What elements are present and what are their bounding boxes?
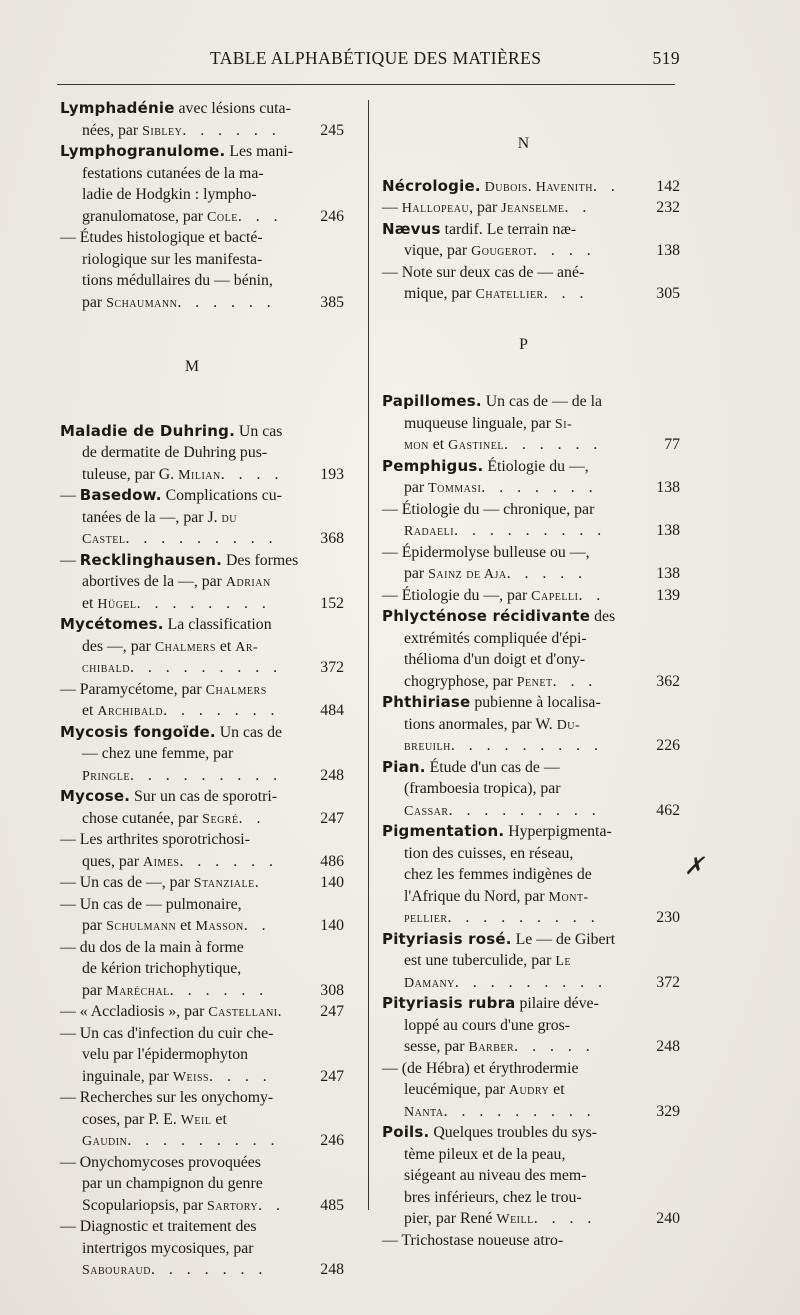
leader-dots: . . . . . . . . . bbox=[447, 909, 600, 926]
entry-text: — bbox=[382, 199, 402, 216]
entry-headword: Mycétomes. bbox=[60, 615, 164, 633]
entry-headword: Nævus bbox=[382, 219, 441, 238]
index-entry-mycose bbox=[60, 786, 344, 1281]
author-name: Si- bbox=[554, 416, 573, 432]
author-name: Capelli bbox=[531, 588, 579, 604]
entry-text: Des formes bbox=[222, 551, 299, 569]
entry-text: — « Accladiosis », par bbox=[60, 1003, 209, 1020]
page-ref: 484 bbox=[320, 702, 344, 719]
entry-text: loppé au cours d'une gros- bbox=[404, 1016, 571, 1034]
leader-dots: . . bbox=[238, 809, 266, 827]
leader-dots: . . . . . . . bbox=[150, 1261, 268, 1278]
entry-text: abortives de la —, par bbox=[82, 573, 226, 590]
entry-text: — bbox=[60, 487, 80, 504]
page-ref: 362 bbox=[656, 672, 680, 690]
index-entry-papillomes bbox=[382, 391, 680, 456]
entry-text: muqueuse linguale, par bbox=[404, 414, 555, 432]
author-name: Milian bbox=[178, 467, 221, 483]
entry-text: — Étiologie du —, par bbox=[382, 586, 532, 604]
entry-text: chose cutanée, par bbox=[82, 809, 203, 827]
entry-text: Scopulariopsis, par bbox=[82, 1196, 208, 1214]
author-name: Gaudin bbox=[82, 1134, 128, 1149]
entry-text: tanées de la —, par J. bbox=[82, 508, 222, 526]
page-ref: 240 bbox=[656, 1210, 680, 1227]
author-name: Weill bbox=[496, 1212, 534, 1227]
author-name: Nanta bbox=[404, 1104, 444, 1120]
author-name: Archibald bbox=[97, 704, 164, 719]
entry-text: — Un cas de —, par bbox=[60, 874, 194, 891]
leader-dots: . . . bbox=[543, 285, 589, 302]
leader-dots: . . . . . . bbox=[169, 981, 269, 999]
index-entry-pigmentation bbox=[382, 821, 680, 929]
entry-text: tion des cuisses, en réseau, bbox=[404, 844, 574, 862]
author-name: mon bbox=[404, 438, 429, 453]
author-name: Radaeli bbox=[404, 524, 455, 539]
author-name: Havenith bbox=[535, 179, 593, 195]
index-entry-maladie-de-duhring bbox=[60, 421, 344, 615]
index-entry-necrologie bbox=[382, 176, 680, 219]
entry-text: Sur un cas de sporotri- bbox=[130, 788, 278, 805]
leader-dots: . . . . . . . . . bbox=[129, 659, 283, 676]
author-name: Cassar bbox=[404, 803, 449, 819]
author-name: Mont- bbox=[548, 889, 589, 905]
entry-text: Un cas de bbox=[215, 723, 283, 741]
page-ref: 305 bbox=[656, 285, 680, 302]
author-name: Hügel bbox=[97, 596, 137, 612]
entry-text: Étude d'un cas de — bbox=[425, 758, 560, 776]
entry-text: — Un cas d'infection du cuir che- bbox=[60, 1024, 274, 1042]
page-ref: 245 bbox=[320, 121, 344, 139]
page-ref: 140 bbox=[320, 874, 344, 891]
entry-text: extrémités compliquée d'épi- bbox=[404, 629, 587, 647]
page-ref: 329 bbox=[656, 1102, 680, 1120]
entry-subheadword: Recklinghausen. bbox=[79, 550, 222, 569]
page-ref: 247 bbox=[320, 1003, 344, 1020]
entry-text: Complications cu- bbox=[161, 487, 282, 504]
author-name: Sabouraud bbox=[82, 1263, 151, 1278]
leader-dots: . . . . . . . . . bbox=[454, 973, 608, 991]
leader-dots: . . . . . . bbox=[182, 121, 281, 139]
entry-text: ladie de Hodgkin : lympho- bbox=[82, 186, 257, 203]
author-name: Weiss bbox=[172, 1069, 210, 1085]
entry-text: et bbox=[82, 702, 98, 719]
leader-dots: . . . . . . . . . bbox=[125, 530, 278, 547]
leader-dots: . . . . . . . . . bbox=[127, 1132, 280, 1149]
entry-text: Les mani- bbox=[225, 143, 293, 160]
leader-dots: . . . . bbox=[533, 1210, 597, 1227]
entry-headword: Pityriasis rosé. bbox=[382, 929, 512, 948]
section-letter-p: P bbox=[519, 335, 528, 353]
author-name: Damany bbox=[404, 975, 455, 991]
leader-dots: . . . bbox=[237, 207, 283, 225]
page-ref: 385 bbox=[320, 293, 344, 311]
entry-text: de kérion trichophytique, bbox=[82, 960, 242, 977]
page-ref: 140 bbox=[320, 917, 344, 934]
entry-text: Hyperpigmenta- bbox=[504, 823, 612, 840]
right-column bbox=[382, 98, 680, 1251]
page-ref: 226 bbox=[656, 737, 680, 754]
entry-text: (framboesia tropica), par bbox=[404, 780, 561, 797]
leader-dots: . . . . . . bbox=[503, 436, 603, 453]
entry-text: granulomatose, par bbox=[82, 207, 208, 225]
author-name: pellier bbox=[404, 911, 448, 926]
author-name: Jeanselme bbox=[501, 201, 565, 216]
entry-text: de dermatite de Duhring pus- bbox=[82, 444, 268, 461]
leader-dots: . . bbox=[578, 586, 606, 604]
entry-text: , par bbox=[469, 199, 502, 216]
entry-text: Quelques troubles du sys- bbox=[429, 1124, 598, 1141]
author-name: Chalmers bbox=[154, 639, 216, 655]
index-entry-pian bbox=[382, 757, 680, 822]
entry-text: des bbox=[590, 608, 616, 625]
index-entry-phlyctenose bbox=[382, 606, 680, 692]
entry-text: pier, par René bbox=[404, 1210, 497, 1227]
entry-text: et bbox=[176, 917, 196, 934]
entry-text: est une tuberculide, par bbox=[404, 952, 556, 969]
page-ref: 248 bbox=[320, 766, 344, 784]
page-ref: 486 bbox=[320, 852, 344, 870]
author-name: Aimes bbox=[142, 854, 180, 870]
entry-text: chez les femmes indigènes de bbox=[404, 866, 592, 883]
leader-dots: . . . . . . . bbox=[163, 702, 280, 719]
author-name: Dubois bbox=[484, 179, 528, 195]
entry-text: — bbox=[60, 551, 80, 569]
entry-headword: Lymphogranulome. bbox=[60, 142, 226, 160]
leader-dots: . . . . . . . bbox=[481, 479, 598, 496]
author-name: breuilh bbox=[404, 739, 451, 754]
entry-headword: Phthiriase bbox=[382, 693, 471, 711]
entry-text: Un cas de — de la bbox=[481, 393, 603, 410]
author-name: Weil bbox=[180, 1112, 212, 1128]
index-entry-pemphigus bbox=[382, 456, 680, 607]
entry-headword: Pemphigus. bbox=[382, 456, 484, 475]
entry-text: Le — de Gibert bbox=[511, 930, 616, 948]
leader-dots: . . . . . . . . . bbox=[454, 522, 607, 539]
author-name: Sainz de Aja bbox=[428, 567, 507, 582]
entry-text: par bbox=[404, 565, 429, 582]
entry-text: mique, par bbox=[404, 285, 476, 302]
page-ref: 246 bbox=[320, 1132, 344, 1149]
entry-text: vique, par bbox=[404, 242, 472, 259]
author-name: Chalmers bbox=[205, 682, 267, 698]
entry-text: — chez une femme, par bbox=[82, 745, 234, 762]
author-name: Le bbox=[555, 954, 571, 969]
entry-headword: Pigmentation. bbox=[382, 822, 505, 840]
author-name: Masson bbox=[195, 919, 244, 934]
entry-text: — Diagnostic et traitement des bbox=[60, 1218, 257, 1235]
entry-text: intertrigos mycosiques, par bbox=[82, 1239, 254, 1257]
entry-text: — Étiologie du — chronique, par bbox=[382, 500, 595, 518]
entry-text: — Onychomycoses provoquées bbox=[60, 1153, 261, 1171]
leader-dots: . . . . . . . . bbox=[136, 594, 271, 612]
index-entry-phthiriase bbox=[382, 692, 680, 757]
entry-headword: Phlycténose récidivante bbox=[382, 607, 591, 625]
left-column bbox=[60, 98, 344, 1281]
page-ref: 232 bbox=[656, 199, 680, 216]
index-entry-mycetomes bbox=[60, 614, 344, 722]
entry-headword: Papillomes. bbox=[382, 392, 482, 410]
entry-text: — du dos de la main à forme bbox=[60, 938, 244, 956]
page-ref: 248 bbox=[656, 1038, 680, 1055]
page-ref: 462 bbox=[656, 801, 680, 819]
entry-text: pubienne à localisa- bbox=[470, 694, 601, 711]
page-ref: 485 bbox=[320, 1196, 344, 1214]
leader-dots: . . . . . . bbox=[177, 293, 276, 311]
entry-text: par bbox=[82, 981, 107, 999]
entry-text: siégeant au niveau des mem- bbox=[404, 1167, 587, 1184]
page-ref: 138 bbox=[656, 242, 680, 259]
page-ref: 372 bbox=[656, 973, 680, 991]
author-name: Barber bbox=[468, 1040, 515, 1055]
leader-dots: . . bbox=[258, 1196, 285, 1214]
author-name: Stanziale bbox=[193, 876, 255, 891]
page-ref: 193 bbox=[320, 465, 344, 483]
author-name: Pringle bbox=[82, 768, 130, 784]
page-ref: 138 bbox=[656, 479, 680, 496]
entry-headword: Maladie de Duhring. bbox=[60, 421, 235, 440]
index-entry-lymphogranulome bbox=[60, 141, 344, 313]
page-ref: 139 bbox=[656, 586, 680, 604]
entry-headword: Poils. bbox=[382, 1123, 430, 1141]
entry-text: par bbox=[82, 917, 107, 934]
entry-text: — Épidermolyse bulleuse ou —, bbox=[382, 543, 590, 561]
leader-dots: . . . bbox=[552, 672, 598, 690]
running-head bbox=[60, 48, 680, 72]
page-ref: 372 bbox=[320, 659, 344, 676]
entry-text: sesse, par bbox=[404, 1038, 469, 1055]
author-name: du bbox=[221, 510, 237, 526]
author-name: Gougerot bbox=[471, 244, 534, 259]
entry-text: tions médullaires du — bénin, bbox=[82, 272, 273, 289]
entry-text: et bbox=[549, 1081, 565, 1098]
author-name: chibald bbox=[82, 661, 130, 676]
entry-headword: Mycosis fongoïde. bbox=[60, 722, 216, 741]
entry-text: par un champignon du genre bbox=[82, 1175, 263, 1192]
entry-headword: Pityriasis rubra bbox=[382, 994, 516, 1012]
author-name: Ar- bbox=[235, 639, 259, 655]
index-entry-pityriasis-rubra bbox=[382, 993, 680, 1122]
page-ref: 247 bbox=[320, 1067, 344, 1085]
author-name: Sartory bbox=[207, 1198, 259, 1214]
page-ref: 308 bbox=[320, 981, 344, 999]
entry-text: tème pileux et de la peau, bbox=[404, 1145, 566, 1163]
page-ref: 138 bbox=[656, 522, 680, 539]
entry-text: thélioma d'un doigt et d'ony- bbox=[404, 651, 586, 668]
entry-text: avec lésions cuta- bbox=[174, 100, 291, 117]
entry-text: par bbox=[82, 293, 107, 311]
page-ref: 247 bbox=[320, 809, 344, 827]
entry-text: . bbox=[527, 177, 536, 195]
header-rule bbox=[57, 84, 675, 85]
author-name: Sibley bbox=[142, 123, 183, 139]
page-number: 519 bbox=[652, 48, 680, 68]
leader-dots: . . bbox=[243, 917, 271, 934]
entry-text: velu par l'épidermophyton bbox=[82, 1046, 249, 1063]
leader-dots: . . . . . . . . . bbox=[129, 766, 283, 784]
entry-text: par bbox=[404, 479, 429, 496]
leader-dots: . . bbox=[592, 177, 620, 195]
entry-text: inguinale, par bbox=[82, 1067, 173, 1085]
entry-text: tardif. Le terrain næ- bbox=[440, 220, 577, 238]
author-name: Du- bbox=[556, 717, 581, 733]
author-name: Schaumann bbox=[106, 295, 178, 311]
entry-subheadword: Basedow. bbox=[79, 486, 162, 504]
page-ref: 77 bbox=[664, 436, 680, 453]
entry-text: des —, par bbox=[82, 637, 155, 655]
author-name: Cole bbox=[207, 209, 238, 225]
entry-text: tions anormales, par W. bbox=[404, 715, 557, 733]
entry-text: — Les arthrites sporotrichosi- bbox=[60, 831, 250, 848]
entry-text: chogryphose, par bbox=[404, 672, 517, 690]
author-name: Segré bbox=[202, 811, 239, 827]
section-letter-m: M bbox=[184, 358, 200, 375]
entry-text: pilaire déve- bbox=[515, 995, 599, 1012]
section-letter-n: N bbox=[517, 135, 530, 152]
entry-text: et bbox=[211, 1110, 227, 1128]
column-divider bbox=[368, 100, 369, 1210]
index-entry-mycosis-fongoide bbox=[60, 722, 344, 787]
entry-text: La classification bbox=[163, 616, 272, 633]
entry-text: — Recherches sur les onychomy- bbox=[60, 1089, 274, 1106]
entry-text: et bbox=[82, 594, 98, 612]
author-name: Penet bbox=[516, 674, 553, 690]
author-name: Castel bbox=[82, 532, 126, 547]
page-ref: 152 bbox=[320, 594, 344, 612]
leader-dots: . . . . . bbox=[506, 565, 588, 582]
leader-dots: . . . . . . bbox=[179, 852, 278, 870]
entry-text: Un cas bbox=[234, 422, 283, 440]
author-name: Tommasi bbox=[428, 481, 482, 496]
entry-text: — Études histologique et bacté- bbox=[60, 229, 263, 246]
entry-text: Étiologie du —, bbox=[483, 457, 589, 475]
entry-text: — (de Hébra) et érythrodermie bbox=[382, 1059, 579, 1077]
margin-cross-mark: ✗ bbox=[684, 854, 705, 880]
page-ref: 230 bbox=[656, 909, 680, 926]
leader-dots: . . . . . . . . . bbox=[448, 801, 601, 819]
entry-headword: Lymphadénie bbox=[60, 99, 175, 117]
leader-dots: . bbox=[254, 874, 264, 891]
page-ref: 138 bbox=[656, 565, 680, 582]
leader-dots: . . . . bbox=[533, 242, 596, 259]
author-name: Schulmann bbox=[106, 919, 177, 934]
author-name: Castellani bbox=[208, 1005, 278, 1020]
leader-dots: . . . . . bbox=[514, 1038, 595, 1055]
page-ref: 246 bbox=[320, 207, 344, 225]
entry-text: coses, par P. E. bbox=[82, 1110, 181, 1128]
index-entry-naevus bbox=[382, 219, 680, 305]
author-name: Gastinel bbox=[448, 438, 504, 453]
page-ref: 248 bbox=[320, 1261, 344, 1278]
entry-text: — Note sur deux cas de — ané- bbox=[382, 263, 585, 281]
leader-dots: . . bbox=[564, 199, 592, 216]
entry-text: riologique sur les manifesta- bbox=[82, 250, 263, 268]
author-name: Maréchal bbox=[106, 983, 170, 999]
leader-dots: . . . . . . . . . bbox=[450, 737, 603, 754]
page-ref: 368 bbox=[320, 530, 344, 547]
author-name: Audry bbox=[508, 1083, 550, 1098]
entry-headword: Nécrologie. bbox=[382, 176, 481, 195]
entry-text: — Paramycétome, par bbox=[60, 680, 206, 698]
leader-dots: . . . . bbox=[220, 465, 284, 483]
index-entry-lymphadenie bbox=[60, 98, 344, 141]
entry-text: bres inférieurs, chez le trou- bbox=[404, 1188, 582, 1206]
entry-headword: Mycose. bbox=[60, 787, 131, 805]
entry-text: tuleuse, par G. bbox=[82, 465, 179, 483]
entry-text: nées, par bbox=[82, 121, 143, 139]
leader-dots: . . . . . . . . . bbox=[443, 1102, 596, 1120]
entry-text: — Trichostase noueuse atro- bbox=[382, 1231, 564, 1249]
entry-text: et bbox=[215, 637, 236, 655]
index-entry-pityriasis-rose bbox=[382, 929, 680, 994]
author-name: Hallopeau bbox=[401, 201, 470, 216]
page-ref: 142 bbox=[656, 177, 680, 195]
leader-dots: . bbox=[277, 1003, 287, 1020]
entry-text: ques, par bbox=[82, 852, 143, 870]
entry-text: festations cutanées de la ma- bbox=[82, 164, 264, 182]
entry-text: et bbox=[428, 436, 449, 453]
author-name: Chatellier bbox=[475, 287, 544, 302]
entry-text: leucémique, par bbox=[404, 1081, 509, 1098]
entry-headword: Pian. bbox=[382, 757, 426, 776]
page-title: TABLE ALPHABÉTIQUE DES MATIÈRES bbox=[210, 48, 542, 68]
entry-text: — Un cas de — pulmonaire, bbox=[60, 895, 242, 913]
entry-text: l'Afrique du Nord, par bbox=[404, 887, 549, 905]
index-entry-poils bbox=[382, 1122, 680, 1251]
leader-dots: . . . . bbox=[209, 1067, 272, 1085]
author-name: Adrian bbox=[225, 575, 271, 590]
